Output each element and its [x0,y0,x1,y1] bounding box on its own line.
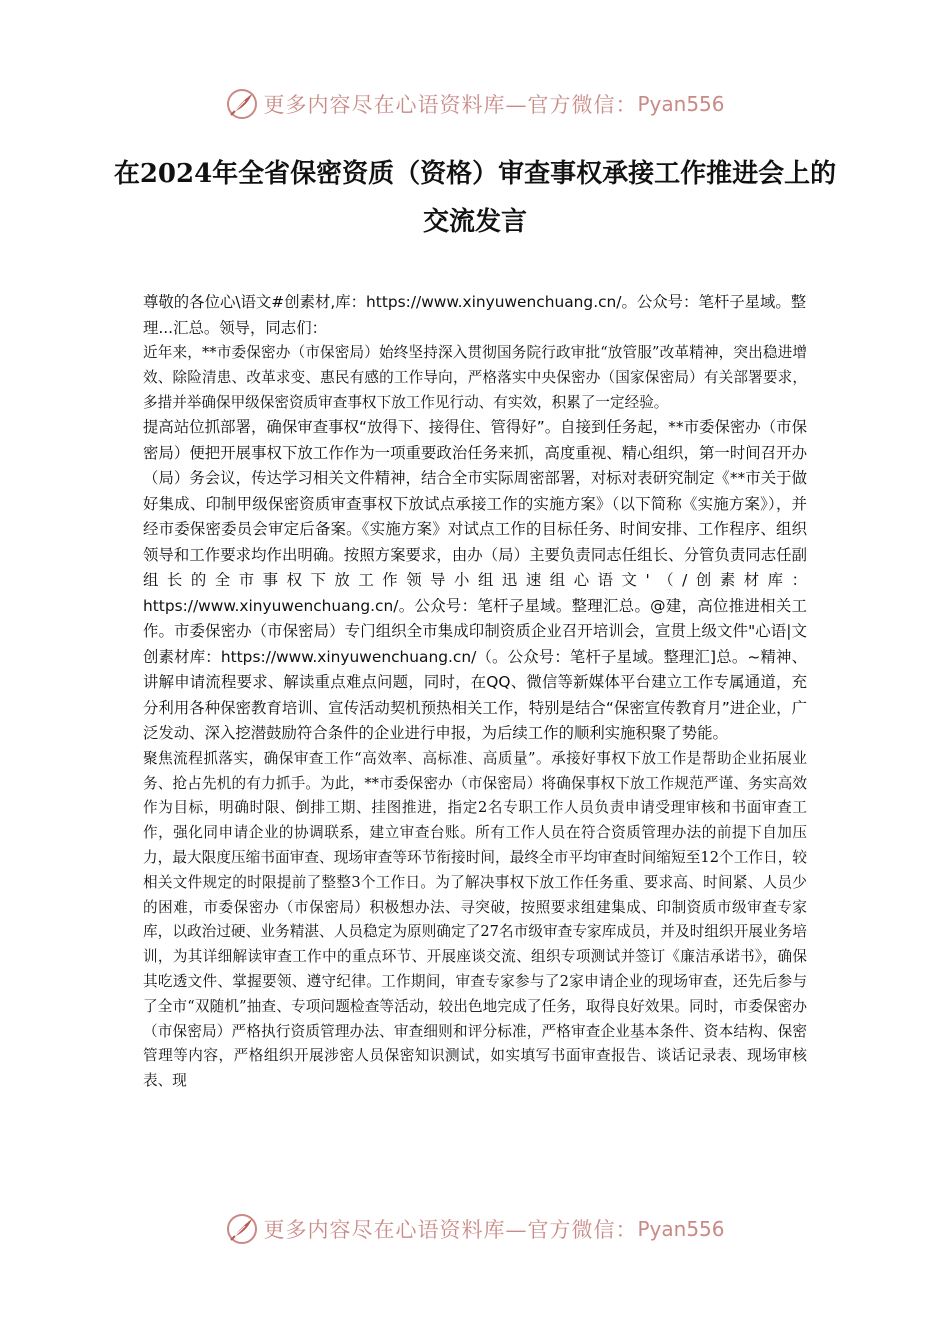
header-banner [0,82,950,126]
wechat-id: Pyan556 [637,1217,725,1241]
salutation-paragraph: 尊敬的各位心\语文#创素材,库：https://www.xinyuwenchuang.cn/。公众号：笔杆子星域。整理...汇总。领导，同志们： [143,293,807,337]
wechat-id: Pyan556 [637,92,725,116]
banner-text: 更多内容尽在心语资料库—官方微信： [263,1218,638,1242]
feather-pen-icon [225,87,259,121]
document-body [143,290,807,1094]
footer-banner [0,1207,950,1251]
document-title: 在2024年全省保密资质（资格）审查事权承接工作推进会上的交流发言 [113,159,837,237]
feather-pen-icon [225,1212,259,1246]
intro-paragraph: 近年来，**市委保密办（市保密局）始终坚持深入贯彻国务院行政审批“放管服”改革精神，突出稳进增效、除险清患、改革求变、惠民有感的工作导向，严格落实中央保密办（国家保密局）有关部署要求，多措并举确保甲级保密资质审查事权下放工作见行动、有实效，积累了一定经验。 [143,344,807,411]
banner-text: 更多内容尽在心语资料库—官方微信： [263,93,638,117]
section-one-paragraph: 提高站位抓部署，确保审查事权“放得下、接得住、管得好”。自接到任务起，**市委保密办（市保密局）便把开展事权下放工作作为一项重要政治任务来抓，高度重视、精心组织，第一时间召开办（局）务会议，传达学习相关文件精神，结合全市实际周密部署，对标对表研究制定《**市关于做好集成、印制甲级保密资质审查事权下放试点承接工作的实施方案》（以下简称《实施方案》），并经市委保密委员会审定后备案。《实施方案》对试点工作的目标任务、时间安排、工作程序、组织领导和工作要求均作出明确。按照方案要求，由办（局）主要负责同志任组长、分管负责同志任副组长的全市事权下放工作领导小组迅速组心语文'（/创素材库：https://www.xinyuwenchuang.cn/。公众号：笔杆子星域。整理汇总。@建，高位推进相关工作。市委保密办（市保密局）专门组织全市集成印制资质企业召开培训会，宣贯上级文件"心语|文创素材库：https://www.xinyuwenchuang.cn/（。公众号：笔杆子星域。整理汇]总。~精神、讲解申请流程要求、解读重点难点问题，同时，在QQ、微信等新媒体平台建立工作专属通道，充分利用各种保密教育培训、宣传活动契机预热相关工作，特别是结合“保密宣传教育月”进企业，广泛发动、深入挖潜鼓励符合条件的企业进行申报，为后续工作的顺利实施积聚了势能。 [143,418,807,743]
section-two-paragraph: 聚焦流程抓落实，确保审查工作“高效率、高标准、高质量”。承接好事权下放工作是帮助企业拓展业务、抢占先机的有力抓手。为此，**市委保密办（市保密局）将确保事权下放工作规范严谨、务实高效作为目标，明确时限、倒排工期、挂图推进，指定2名专职工作人员负责申请受理审核和书面审查工作，强化同申请企业的协调联系，建立审查台账。所有工作人员在符合资质管理办法的前提下自加压力，最大限度压缩书面审查、现场审查等环节衔接时间，最终全市平均审查时间缩短至12个工作日，较相关文件规定的时限提前了整整3个工作日。为了解决事权下放工作任务重、要求高、时间紧、人员少的困难，市委保密办（市保密局）积极想办法、寻突破，按照要求组建集成、印制资质市级审查专家库，以政治过硬、业务精湛、人员稳定为原则确定了27名市级审查专家库成员，并及时组织开展业务培训，为其详细解读审查工作中的重点环节、开展座谈交流、组织专项测试并签订《廉洁承诺书》，确保其吃透文件、掌握要领、遵守纪律。工作期间，审查专家参与了2家申请企业的现场审查，还先后参与了全市“双随机”抽查、专项问题检查等活动，较出色地完成了任务，取得良好效果。同时，市委保密办（市保密局）严格执行资质管理办法、审查细则和评分标准，严格审查企业基本条件、资本结构、保密管理等内容，严格组织开展涉密人员保密知识测试，如实填写书面审查报告、谈话记录表、现场审核表、现 [143,749,807,1090]
